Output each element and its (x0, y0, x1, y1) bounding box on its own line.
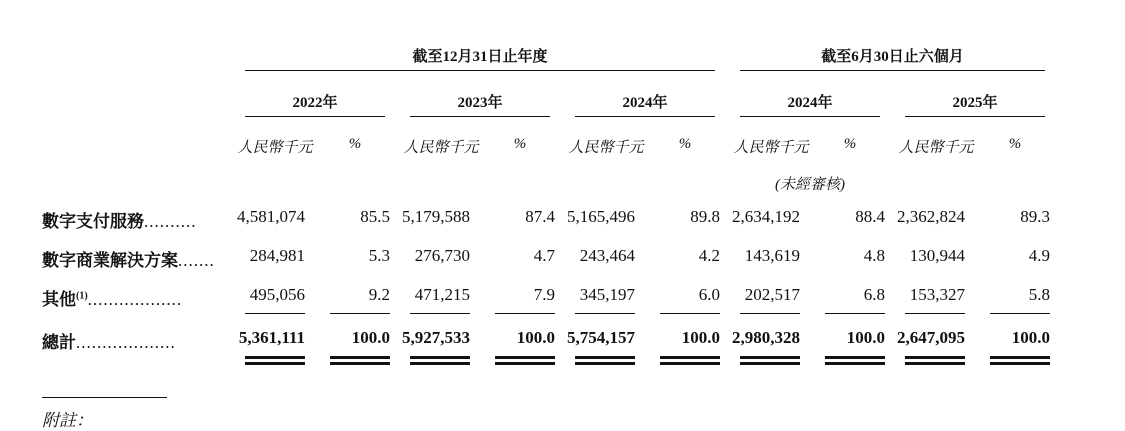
unit-pct: % (843, 136, 857, 152)
cell-value: 4,581,074 (237, 207, 305, 226)
total-double-rule (740, 362, 800, 365)
total-double-rule (245, 356, 305, 359)
year-header-2024: 2024年 (622, 95, 668, 111)
total-value: 2,980,328 (732, 328, 800, 347)
total-double-rule (825, 356, 885, 359)
subtotal-rule (410, 313, 470, 314)
year-rule-2024 (575, 116, 715, 117)
header-interim-rule (740, 70, 1045, 71)
row-label-total: 總計................... (42, 333, 176, 352)
total-value: 100.0 (846, 328, 885, 347)
total-double-rule (825, 362, 885, 365)
total-double-rule (330, 362, 390, 365)
cell-value: 4.9 (1028, 246, 1050, 265)
unaudited-note: (未經審核) (775, 177, 845, 193)
unit-rmb: 人民幣千元 (237, 140, 313, 156)
cell-value: 4.8 (863, 246, 885, 265)
subtotal-rule (495, 313, 555, 314)
cell-value: 6.8 (863, 285, 885, 304)
cell-value: 284,981 (249, 246, 305, 265)
cell-value: 6.0 (698, 285, 720, 304)
subtotal-rule (740, 313, 800, 314)
subtotal-rule (905, 313, 965, 314)
cell-value: 88.4 (855, 207, 885, 226)
unit-rmb: 人民幣千元 (568, 140, 644, 156)
row-label-others: 其他$^{(1)}$.................. (42, 290, 183, 309)
cell-value: 471,215 (414, 285, 470, 304)
total-double-rule (660, 356, 720, 359)
cell-value: 130,944 (909, 246, 965, 265)
unit-rmb: 人民幣千元 (733, 140, 809, 156)
cell-value: 2,634,192 (732, 207, 800, 226)
total-double-rule (330, 356, 390, 359)
cell-value: 5,179,588 (402, 207, 470, 226)
cell-value: 243,464 (579, 246, 635, 265)
total-value: 2,647,095 (897, 328, 965, 347)
cell-value: 87.4 (525, 207, 555, 226)
total-double-rule (245, 362, 305, 365)
unit-rmb: 人民幣千元 (898, 140, 974, 156)
year-rule-2022 (245, 116, 385, 117)
unit-pct: % (678, 136, 692, 152)
total-value: 100.0 (351, 328, 390, 347)
cell-value: 85.5 (360, 207, 390, 226)
notes-label: 附註： (42, 411, 93, 430)
cell-value: 5.8 (1028, 285, 1050, 304)
year-rule-2024-h1 (740, 116, 880, 117)
cell-value: 89.8 (690, 207, 720, 226)
total-double-rule (410, 356, 470, 359)
cell-value: 276,730 (414, 246, 470, 265)
subtotal-rule (575, 313, 635, 314)
year-rule-2023 (410, 116, 550, 117)
cell-value: 153,327 (909, 285, 965, 304)
total-double-rule (905, 356, 965, 359)
cell-value: 143,619 (744, 246, 800, 265)
year-rule-2025-h1 (905, 116, 1045, 117)
cell-value: 9.2 (368, 285, 390, 304)
unit-pct: % (513, 136, 527, 152)
total-value: 5,754,157 (567, 328, 635, 347)
row-label-digital-payment: 數字支付服務.......... (42, 212, 197, 231)
total-double-rule (740, 356, 800, 359)
subtotal-rule (825, 313, 885, 314)
subtotal-rule (245, 313, 305, 314)
cell-value: 2,362,824 (897, 207, 965, 226)
subtotal-rule (330, 313, 390, 314)
header-annual-rule (245, 70, 715, 71)
unit-rmb: 人民幣千元 (403, 140, 479, 156)
total-double-rule (410, 362, 470, 365)
total-value: 5,927,533 (402, 328, 470, 347)
cell-value: 4.2 (698, 246, 720, 265)
header-interim-group: 截至6月30日止六個月 (821, 49, 964, 65)
cell-value: 5.3 (368, 246, 390, 265)
year-header-2024-h1: 2024年 (787, 95, 833, 111)
unit-pct: % (1008, 136, 1022, 152)
total-value: 100.0 (681, 328, 720, 347)
total-double-rule (905, 362, 965, 365)
total-double-rule (495, 356, 555, 359)
total-value: 5,361,111 (238, 328, 305, 347)
year-header-2022: 2022年 (292, 95, 338, 111)
cell-value: 202,517 (744, 285, 800, 304)
total-value: 100.0 (516, 328, 555, 347)
cell-value: 345,197 (579, 285, 635, 304)
total-value: 100.0 (1011, 328, 1050, 347)
subtotal-rule (660, 313, 720, 314)
total-double-rule (575, 356, 635, 359)
notes-separator (42, 397, 167, 398)
total-double-rule (660, 362, 720, 365)
total-double-rule (575, 362, 635, 365)
header-annual-group: 截至12月31日止年度 (412, 49, 548, 65)
total-double-rule (990, 362, 1050, 365)
total-double-rule (990, 356, 1050, 359)
cell-value: 5,165,496 (567, 207, 635, 226)
row-label-digital-commerce: 數字商業解決方案....... (42, 251, 215, 270)
subtotal-rule (990, 313, 1050, 314)
cell-value: 4.7 (533, 246, 555, 265)
cell-value: 89.3 (1020, 207, 1050, 226)
cell-value: 7.9 (533, 285, 555, 304)
unit-pct: % (348, 136, 362, 152)
total-double-rule (495, 362, 555, 365)
year-header-2025-h1: 2025年 (952, 95, 998, 111)
year-header-2023: 2023年 (457, 95, 503, 111)
cell-value: 495,056 (249, 285, 305, 304)
